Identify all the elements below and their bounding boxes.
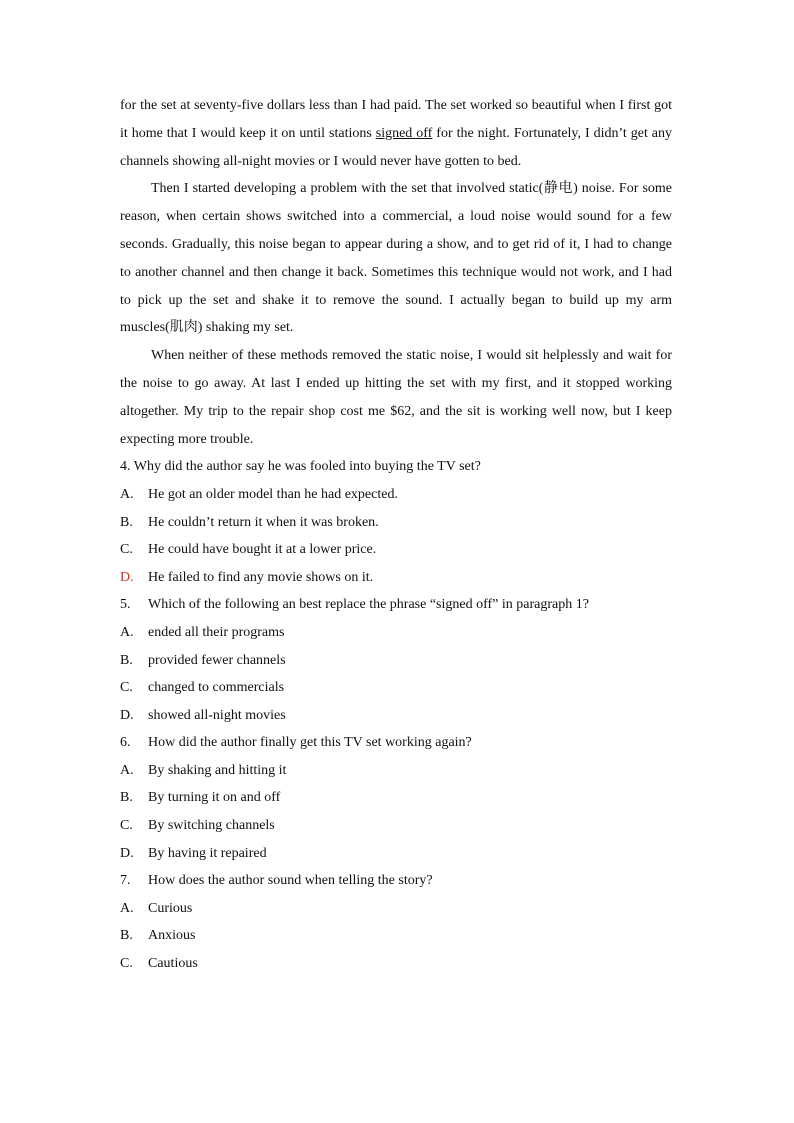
option-letter: C. — [120, 956, 133, 972]
option-letter: A. — [120, 900, 134, 916]
option-text: He could have bought it at a lower price. — [148, 542, 377, 558]
question-6-option-b — [120, 784, 672, 812]
option-letter: B. — [120, 928, 133, 944]
question-text: How does the author sound when telling the story? — [148, 873, 433, 889]
option-text: showed all-night movies — [148, 707, 286, 723]
question-number: 6. — [120, 735, 131, 751]
option-letter: B. — [120, 652, 133, 668]
option-letter: C. — [120, 680, 133, 696]
option-letter: C. — [120, 542, 133, 558]
option-letter: A. — [120, 762, 134, 778]
question-4-option-c — [120, 536, 672, 564]
option-text: He failed to find any movie shows on it. — [148, 569, 374, 585]
question-number: 4. — [120, 459, 131, 475]
option-letter: C. — [120, 818, 133, 834]
document-content — [120, 92, 672, 978]
question-6-option-d — [120, 840, 672, 868]
question-6-option-a — [120, 757, 672, 785]
option-text: He got an older model than he had expected. — [148, 486, 398, 502]
question-7-option-b — [120, 922, 672, 950]
option-text: Anxious — [148, 928, 196, 944]
question-7-option-c — [120, 950, 672, 978]
option-letter: D. — [120, 707, 134, 723]
question-5-option-c — [120, 674, 672, 702]
option-text: By shaking and hitting it — [148, 762, 287, 778]
question-4 — [120, 453, 672, 481]
question-4-option-a — [120, 481, 672, 509]
paragraph-1-text-start: for the set at seventy-five dollars less than I had paid. The set worked so beautiful when I first got it home that I would keep it on until stations — [120, 98, 672, 141]
question-5-option-d — [120, 702, 672, 730]
question-5-option-a — [120, 619, 672, 647]
question-4-option-d — [120, 564, 672, 592]
option-letter: A. — [120, 624, 134, 640]
option-text: By having it repaired — [148, 845, 267, 861]
option-text: provided fewer channels — [148, 652, 286, 668]
question-text: Which of the following an best replace the phrase “signed off” in paragraph 1? — [148, 597, 589, 613]
question-text: Why did the author say he was fooled into buying the TV set? — [133, 459, 481, 475]
question-number: 5. — [120, 597, 131, 613]
option-text: Cautious — [148, 956, 198, 972]
option-text: By turning it on and off — [148, 790, 281, 806]
option-letter: B. — [120, 514, 133, 530]
option-letter-highlighted: D. — [120, 569, 134, 585]
option-letter: D. — [120, 845, 134, 861]
option-text: Curious — [148, 900, 193, 916]
passage-paragraph-3: When neither of these methods removed the static noise, I would sit helplessly and wait for the noise to go away. At last I ended up hitting the set with my first, and it stopped working altogether. My trip to the repair shop cost me $62, and the sit is working well now, but I keep expecting more trouble. — [120, 348, 672, 447]
question-number: 7. — [120, 873, 131, 889]
option-text: By switching channels — [148, 818, 275, 834]
underlined-phrase: signed off — [375, 125, 433, 141]
passage-paragraph-1 — [120, 92, 672, 175]
question-text: How did the author finally get this TV set working again? — [148, 735, 472, 751]
question-5-option-b — [120, 647, 672, 675]
option-text: ended all their programs — [148, 624, 285, 640]
question-5 — [120, 591, 672, 619]
question-4-option-b — [120, 509, 672, 537]
question-7-option-a — [120, 895, 672, 923]
option-letter: B. — [120, 790, 133, 806]
passage-paragraph-2: Then I started developing a problem with the set that involved static(静电) noise. For some reason, when certain shows switched into a commercial, a loud noise would sound for a few seconds. Gradually, this noise began to appear during a show, and to get rid of it, I had to change to another channel and then change it back. Sometimes this technique would not work, and I had to pick up the set and shake it to remove the sound. I actually began to build up my arm muscles(肌肉) shaking my set. — [120, 181, 672, 336]
question-6 — [120, 729, 672, 757]
question-7 — [120, 867, 672, 895]
question-6-option-c — [120, 812, 672, 840]
paragraph-1-text-end: for the night. Fortunately, I didn’t get any channels showing all-night movies or I would never have gotten to bed. — [120, 125, 672, 169]
option-letter: A. — [120, 486, 134, 502]
option-text: changed to commercials — [148, 680, 285, 696]
option-text: He couldn’t return it when it was broken. — [148, 514, 379, 530]
